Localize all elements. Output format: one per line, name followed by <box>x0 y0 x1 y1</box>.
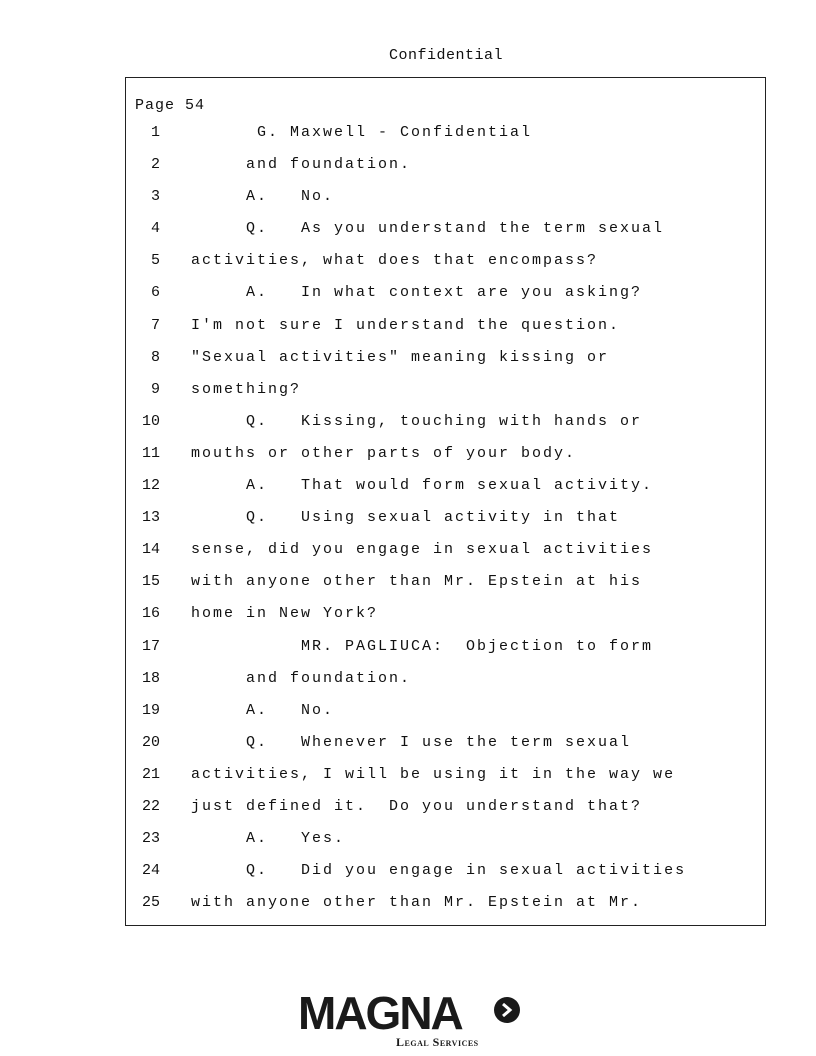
line-number: 5 <box>150 252 160 270</box>
line-number: 22 <box>141 797 160 815</box>
transcript-line <box>126 894 765 926</box>
line-number: 15 <box>141 573 160 591</box>
line-text: G. Maxwell - Confidential <box>191 124 533 141</box>
transcript-line <box>126 349 765 381</box>
line-text: A. No. <box>191 188 335 206</box>
line-number: 13 <box>141 509 160 527</box>
line-text: and foundation. <box>191 156 412 174</box>
transcript-line <box>126 156 765 188</box>
line-number: 11 <box>141 444 160 462</box>
transcript-line <box>126 477 765 509</box>
line-text: Q. Whenever I use the term sexual <box>191 733 632 751</box>
header-confidential: Confidential <box>388 47 504 64</box>
line-text: just defined it. Do you understand that? <box>191 797 643 815</box>
transcript-line <box>126 445 765 477</box>
transcript-line <box>126 670 765 702</box>
line-number: 4 <box>150 220 160 238</box>
line-number: 9 <box>150 380 160 398</box>
transcript-line <box>126 252 765 284</box>
transcript-line <box>126 862 765 894</box>
line-number: 7 <box>150 316 160 334</box>
transcript-line <box>126 573 765 605</box>
line-number: 12 <box>141 477 160 495</box>
line-number: 16 <box>141 605 160 623</box>
logo-wordmark: MAGNA <box>298 987 462 1039</box>
line-text: A. In what context are you asking? <box>191 284 643 302</box>
line-number: 20 <box>141 733 160 751</box>
line-number: 10 <box>141 412 160 430</box>
transcript-line <box>126 188 765 220</box>
line-number: 8 <box>150 348 160 366</box>
transcript-lines <box>126 124 765 926</box>
line-number: 19 <box>141 701 160 719</box>
line-number: 1 <box>150 124 160 141</box>
line-text: and foundation. <box>191 669 412 687</box>
transcript-line <box>126 124 765 156</box>
line-text: "Sexual activities" meaning kissing or <box>191 348 610 366</box>
line-number: 6 <box>150 284 160 302</box>
line-number: 21 <box>141 765 160 783</box>
transcript-line <box>126 734 765 766</box>
line-text: activities, I will be using it in the way we <box>191 765 676 783</box>
line-text: with anyone other than Mr. Epstein at Mr. <box>191 894 643 912</box>
transcript-line <box>126 830 765 862</box>
line-text: sense, did you engage in sexual activities <box>191 541 654 559</box>
transcript-line <box>126 541 765 573</box>
transcript-line <box>126 220 765 252</box>
line-text: activities, what does that encompass? <box>191 252 599 270</box>
line-number: 17 <box>141 637 160 655</box>
line-number: 3 <box>150 188 160 206</box>
line-text: Q. Did you engage in sexual activities <box>191 862 687 880</box>
line-number: 23 <box>141 830 160 848</box>
line-number: 2 <box>150 156 160 174</box>
line-text: mouths or other parts of your body. <box>191 444 577 462</box>
line-text: with anyone other than Mr. Epstein at his <box>191 573 643 591</box>
transcript-line <box>126 284 765 316</box>
line-number: 25 <box>141 894 160 912</box>
transcript-line <box>126 766 765 798</box>
line-text: A. No. <box>191 701 335 719</box>
transcript-page <box>125 77 766 926</box>
transcript-line <box>126 509 765 541</box>
chevron-right-icon <box>494 997 520 1023</box>
line-number: 18 <box>141 669 160 687</box>
transcript-line <box>126 702 765 734</box>
line-text: something? <box>191 380 302 398</box>
line-text: I'm not sure I understand the question. <box>191 316 621 334</box>
line-text: Q. Kissing, touching with hands or <box>191 412 643 430</box>
transcript-line <box>126 413 765 445</box>
line-number: 14 <box>141 541 160 559</box>
logo-subtitle: Legal Services <box>396 1035 479 1049</box>
transcript-line <box>126 798 765 830</box>
transcript-line <box>126 605 765 637</box>
transcript-line <box>126 317 765 349</box>
line-text: A. That would form sexual activity. <box>191 477 654 495</box>
line-text: Q. Using sexual activity in that <box>191 509 621 527</box>
line-text: A. Yes. <box>191 830 346 848</box>
line-text: Q. As you understand the term sexual <box>191 220 665 238</box>
magna-logo <box>298 987 528 1050</box>
transcript-line <box>126 381 765 413</box>
line-number: 24 <box>141 862 160 880</box>
transcript-line <box>126 638 765 670</box>
line-text: MR. PAGLIUCA: Objection to form <box>191 637 654 655</box>
page-number-label: Page 54 <box>135 97 206 114</box>
line-text: home in New York? <box>191 605 379 623</box>
